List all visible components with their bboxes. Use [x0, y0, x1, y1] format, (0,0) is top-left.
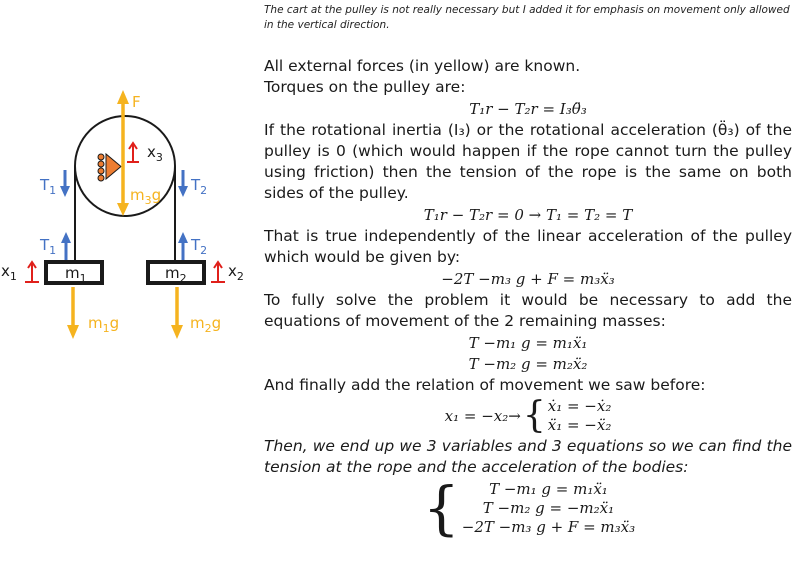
- label-m1: $m_1$: [65, 264, 87, 285]
- label-F: F: [132, 93, 141, 111]
- figure-caption: The cart at the pulley is not really necessary but I added it for emphasis on movement only allowed in the vertical direction.: [264, 4, 790, 32]
- label-T1-bottom: $T_1$: [40, 236, 57, 257]
- relation-brace: {: [522, 395, 546, 436]
- tension-T1-bottom-arrow: [61, 232, 71, 260]
- system-equation-2: T −m₂ g = −m₂ẍ₁: [482, 498, 615, 517]
- label-m3g: $m_3g$: [130, 186, 162, 207]
- equation-pulley: −2T −m₃ g + F = m₃ẍ₃: [441, 270, 615, 288]
- paragraph-inertia: If the rotational inertia (I₃) or the rotational acceleration (θ̈₃) of the pulley is 0 (which would happen if the rope cannot turn the pulley using friction) then the tension of the rope is the same on both sides of the pulley.: [264, 121, 792, 202]
- equation-equal-tension: T₁r − T₂r = 0 → T₁ = T₂ = T: [423, 206, 633, 224]
- equation-mass-2: T −m₂ g = m₂ẍ₂: [468, 355, 588, 373]
- explanation-text: [264, 56, 792, 542]
- relation-acceleration: ẍ₁ = −ẍ₂: [547, 416, 612, 434]
- weight-m2g-arrow: [171, 287, 183, 339]
- tension-T1-top-arrow: [60, 170, 70, 197]
- tension-T2-bottom-arrow: [178, 232, 188, 260]
- x1-displacement: [25, 262, 39, 282]
- relation-velocity: ẋ₁ = −ẋ₂: [547, 397, 612, 415]
- label-x2: $x_2$: [228, 262, 244, 283]
- paragraph-remaining-masses: To fully solve the problem it would be necessary to add the equations of movement of the 2 remaining masses:: [264, 291, 792, 330]
- label-x3: $x_3$: [147, 143, 163, 164]
- paragraph-relation-intro: And finally add the relation of movement we saw before:: [264, 376, 706, 394]
- paragraph-external-forces: All external forces (in yellow) are known.: [264, 57, 581, 75]
- label-T2-bottom: $T_2$: [191, 236, 208, 257]
- equation-relation: [264, 397, 792, 435]
- system-brace: {: [422, 474, 460, 542]
- paragraph-conclusion: Then, we end up we 3 variables and 3 equations so we can find the tension at the rope and the acceleration of the bodies:: [264, 437, 792, 476]
- weight-m1g-arrow: [67, 287, 79, 339]
- equation-system: [264, 474, 792, 542]
- system-equation-1: T −m₁ g = m₁ẍ₁: [489, 479, 608, 498]
- label-x1: $x_1$: [1, 262, 17, 283]
- label-T1-top: $T_1$: [40, 176, 57, 197]
- label-m2: $m_2$: [165, 264, 187, 285]
- equation-torque: T₁r − T₂r = I₃θ̈₃: [469, 100, 587, 118]
- paragraph-torques-intro: Torques on the pulley are:: [264, 78, 466, 96]
- pulley-diagram: [0, 0, 260, 570]
- tension-T2-top-arrow: [178, 170, 188, 197]
- relation-left: x₁ = −x₂→: [444, 407, 521, 425]
- label-m1g: $m_1g$: [88, 314, 120, 335]
- equation-mass-1: T −m₁ g = m₁ẍ₁: [468, 334, 588, 352]
- system-equation-3: −2T −m₃ g + F = m₃ẍ₃: [461, 517, 636, 536]
- x2-displacement: [211, 262, 225, 282]
- paragraph-linear-accel: That is true independently of the linear acceleration of the pulley which would be given by:: [264, 227, 792, 266]
- label-m2g: $m_2g$: [190, 314, 222, 335]
- label-T2-top: $T_2$: [191, 176, 208, 197]
